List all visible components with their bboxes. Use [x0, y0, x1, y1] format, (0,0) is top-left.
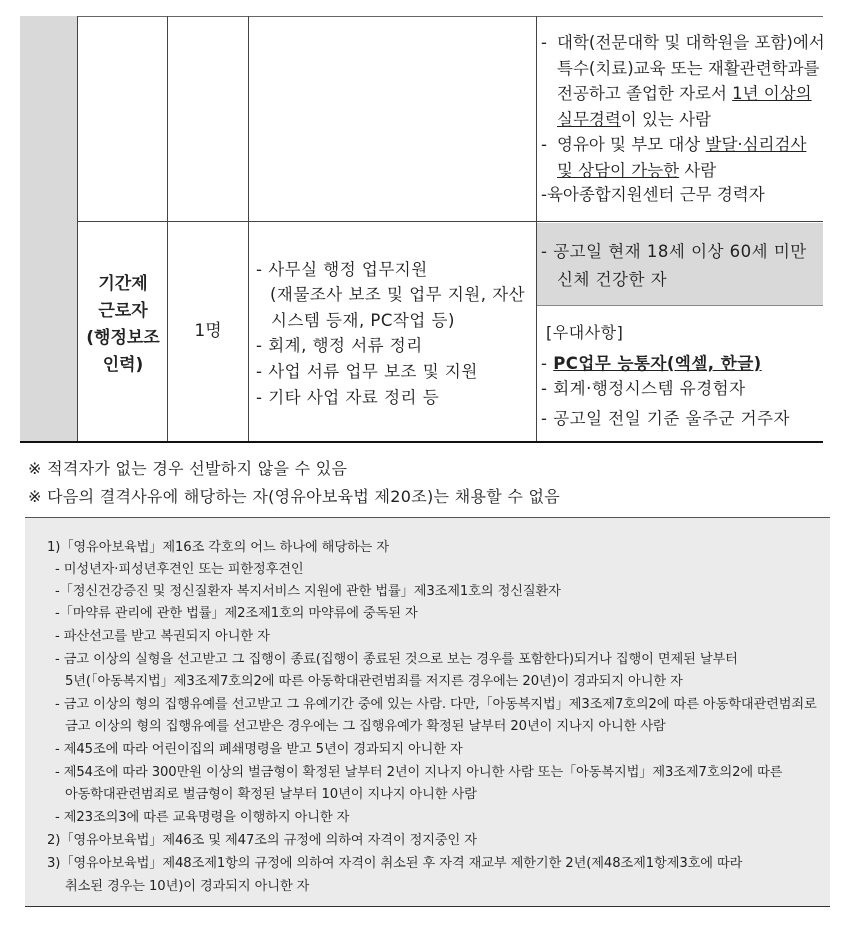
duty-item: - 사업 서류 업무 보조 및 지원 — [256, 362, 478, 381]
disq-item: - 제23조의3에 따른 교육명령을 이행하지 아니한 자 — [55, 810, 350, 825]
table-bottom-border — [20, 441, 823, 443]
headcount: 1명 — [194, 321, 222, 341]
disq-item: - 미성년자·피성년후견인 또는 피한정후견인 — [55, 562, 304, 577]
disqualification-box — [25, 517, 830, 907]
disq-item: 금고 이상의 형의 집행유예를 선고받은 경우에는 그 집행유예가 확정된 날부터 20년이 지나지 아니한 사람 — [65, 719, 666, 734]
duty-item: - 기타 사업 자료 정리 등 — [256, 388, 440, 407]
disq-item: 5년(「아동복지법」제3조제7호의2에 따른 아동학대관련범죄를 저지른 경우에는 20년)이 경과되지 아니한 자 — [65, 674, 683, 689]
preference-pc: - PC업무 능통자(엑셀, 한글) — [541, 354, 762, 373]
note-no-selection: ※ 적격자가 없는 경우 선발하지 않을 수 있음 — [28, 459, 348, 478]
duty-item: (재물조사 보조 및 업무 지원, 자산 — [270, 285, 526, 304]
preference-resident: - 공고일 전일 기준 울주군 거주자 — [541, 409, 790, 428]
preference-accounting: - 회계·행정시스템 유경험자 — [541, 379, 746, 398]
disq-item: - 금고 이상의 실형을 선고받고 그 집행이 종료(집행이 종료된 것으로 보는 경우를 포함한다)되거나 집행이 면제된 날부터 — [55, 652, 738, 667]
disq-item: - 제45조에 따라 어린이집의 폐쇄명령을 받고 5년이 경과되지 아니한 자 — [55, 742, 463, 757]
col-divider — [248, 16, 249, 441]
col-divider — [77, 16, 78, 441]
disq-item: -「정신건강증진 및 정신질환자 복지서비스 지원에 관한 법률」제3조제1호의 정신질환자 — [55, 584, 561, 599]
position-title: 기간제 근로자 (행정보조 인력) — [86, 274, 160, 375]
disq-item: 2)「영유아보육법」제46조 및 제47조의 규정에 의하여 자격이 정지중인 자 — [47, 833, 477, 848]
health-requirement: 신체 건강한 자 — [557, 270, 668, 289]
cell-divider — [537, 305, 823, 306]
table-gray-column — [20, 16, 78, 443]
disq-item: - 파산선고를 받고 복권되지 아니한 자 — [55, 629, 270, 644]
disq-item: 취소된 경우는 10년)이 경과되지 아니한 자 — [65, 879, 310, 894]
qualification-degree: - 대학(전문대학 및 대학원을 포함)에서 특수(치료)교육 또는 재활관련학과를 전공하고 졸업한 자로서 1년 이상의 실무경력이 있는 사람 — [541, 33, 825, 129]
disq-item: - 금고 이상의 형의 집행유예를 선고받고 그 유예기간 중에 있는 사람. 다만,「아동복지법」제3조제7호의2에 따른 아동학대관련범죄로 — [55, 697, 817, 712]
preference-header: [우대사항] — [546, 323, 624, 342]
row-divider — [78, 221, 823, 222]
disq-item: 아동학대관련범죄로 벌금형이 확정된 날부터 10년이 지나지 아니한 사람 — [65, 787, 477, 802]
note-disqualification: ※ 다음의 결격사유에 해당하는 자(영유아보육법 제20조)는 채용할 수 없음 — [28, 487, 561, 506]
disq-item: 1)「영유아보육법」제16조 각호의 어느 하나에 해당하는 자 — [47, 540, 389, 555]
qualification-experience: -육아종합지원센터 근무 경력자 — [541, 185, 765, 204]
age-requirement: - 공고일 현재 18세 이상 60세 미만 — [541, 242, 807, 261]
disq-item: -「마약류 관리에 관한 법률」제2조제1호의 마약류에 중독된 자 — [55, 606, 418, 621]
disq-item: - 제54조에 따라 300만원 이상의 벌금형이 확정된 날부터 2년이 지나지 아니한 사람 또는「아동복지법」제3조제7호의2에 따른 — [55, 765, 783, 780]
col-divider — [167, 16, 168, 441]
duty-item: 시스템 등재, PC작업 등) — [271, 311, 455, 330]
requirement-shaded-cell — [537, 223, 823, 305]
job-table — [20, 16, 823, 443]
disq-item: 3)「영유아보육법」제48조제1항의 규정에 의하여 자격이 취소된 후 자격 재교부 제한기한 2년(제48조제1항제3호에 따라 — [47, 856, 743, 871]
duty-item: - 회계, 행정 서류 정리 — [256, 336, 423, 355]
duty-item: - 사무실 행정 업무지원 — [256, 260, 428, 279]
table-top-border — [78, 16, 823, 17]
qualification-assessment: - 영유아 및 부모 대상 발달·심리검사 및 상담이 가능한 사람 — [541, 135, 807, 180]
